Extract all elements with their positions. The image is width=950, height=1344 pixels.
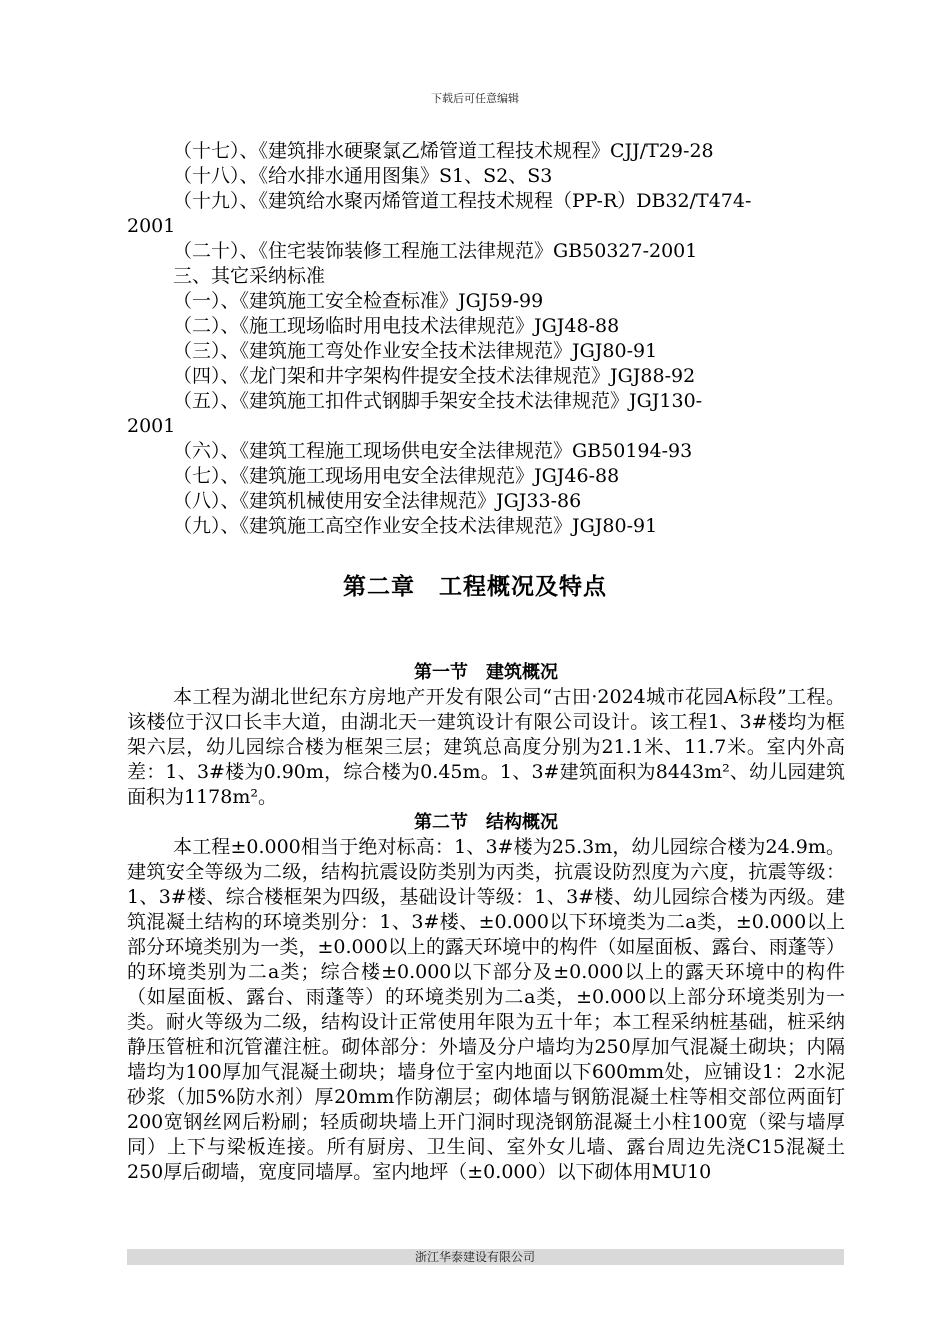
section-2-paragraph: 本工程±0.000相当于绝对标高：1、3#楼为25.3m，幼儿园综合楼为24.9m。建筑安全等级为二级，结构抗震设防类别为丙类，抗震设防烈度为六度，抗震等级：1、3#楼、综合楼框架为四级，基础设计等级：1、3#楼、幼儿园综合楼为丙级。建筑混凝土结构的环境类别分：1、3#楼、±0.000以下环境类为二a类，±0.000以上部分环境类别为一类，±0.000以上的露天环境中的构件（如屋面板、露台、雨蓬等）的环境类别为二a类；综合楼±0.000以下部分及±0.000以上的露天环境中的构件（如屋面板、露台、雨蓬等）的环境类别为二a类，±0.000以上部分环境类别为一类。耐火等级为二级，结构设计正常使用年限为五十年；本工程采纳桩基础，桩采纳静压管桩和沉管灌注桩。砌体部分：外墙及分户墙均为250厚加气混凝土砌块；内隔墙均为100厚加气混凝土砌块；墙身位于室内地面以下600mm处，应铺设1：2水泥砂浆（加5%防水剂）厚20mm作防潮层；砌体墙与钢筋混凝土柱等相交部位两面钉200宽钢丝网后粉刷；轻质砌块墙上开门洞时现浇钢筋混凝土小柱100宽（梁与墙厚同）上下与梁板连接。所有厨房、卫生间、室外女儿墙、露台周边先浇C15混凝土250厚后砌墙，宽度同墙厚。室内地坪（±0.000）以下砌体用MU10 <box>127 836 845 1183</box>
list-line: （九）、《建筑施工高空作业安全技术法律规范》JGJ80-91 <box>173 515 658 537</box>
list-line: （一）、《建筑施工安全检查标准》JGJ59-99 <box>173 290 544 312</box>
list-line: （六）、《建筑工程施工现场供电安全法律规范》GB50194-93 <box>173 440 693 462</box>
list-line: （四）、《龙门架和井字架构件提安全技术法律规范》JGJ88-92 <box>173 365 696 387</box>
list-line: （十九）、《建筑给水聚丙烯管道工程技术规程（PP-R）DB32/T474- <box>173 190 752 212</box>
list-line: （三）、《建筑施工弯处作业安全技术法律规范》JGJ80-91 <box>173 340 658 362</box>
list-line: （二十）、《住宅装饰装修工程施工法律规范》GB50327-2001 <box>173 240 698 262</box>
list-line: （五）、《建筑施工扣件式钢脚手架安全技术法律规范》JGJ130- <box>173 390 703 412</box>
chapter-body <box>127 660 845 1185</box>
section-1-title: 第一节 建筑概况 <box>414 662 558 683</box>
list-line: （七）、《建筑施工现场用电安全法律规范》JGJ46-88 <box>173 465 620 487</box>
list-line: （八）、《建筑机械使用安全法律规范》JGJ33-86 <box>173 490 582 512</box>
list-line: （十八）、《给水排水通用图集》S1、S2、S3 <box>173 165 553 187</box>
footer-company: 浙江华泰建设有限公司 <box>414 1250 535 1264</box>
header-note: 下载后可任意编辑 <box>431 92 519 105</box>
list-line: 三、其它采纳标准 <box>173 265 326 287</box>
section-1-paragraph: 本工程为湖北世纪东方房地产开发有限公司“古田·2024城市花园A标段”工程。该楼位于汉口长丰大道，由湖北天一建筑设计有限公司设计。该工程1、3#楼均为框架六层，幼儿园综合楼为框架三层；建筑总高度分别为21.1米、11.7米。室内外高差：1、3#楼为0.90m，综合楼为0.45m。1、3#建筑面积为8443m²、幼儿园建筑面积为1178m²。 <box>127 686 845 808</box>
list-line: 2001 <box>127 415 176 437</box>
chapter-title: 第二章 工程概况及特点 <box>343 574 607 600</box>
standards-list <box>127 139 827 539</box>
list-line: （二）、《施工现场临时用电技术法律规范》JGJ48-88 <box>173 315 620 337</box>
section-2-title: 第二节 结构概况 <box>414 812 558 833</box>
list-line: 2001 <box>127 215 176 237</box>
list-line: （十七）、《建筑排水硬聚氯乙烯管道工程技术规程》CJJ/T29-28 <box>173 140 714 162</box>
